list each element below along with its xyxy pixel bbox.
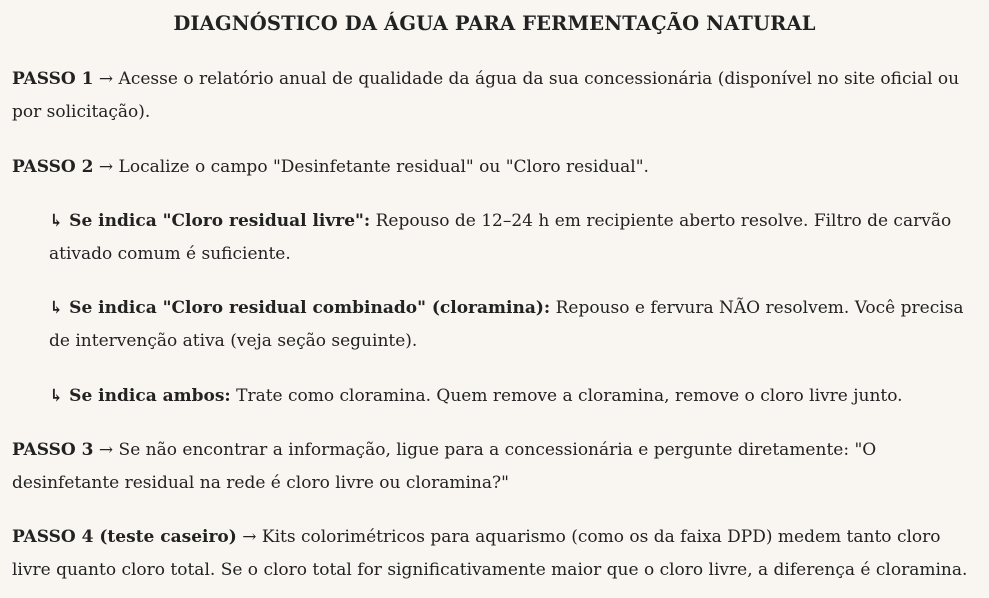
sub-case-free-chlorine <box>49 205 981 271</box>
step-3-label: PASSO 3 <box>12 440 94 460</box>
step-1 <box>12 63 980 129</box>
step-3-arrow: → <box>98 440 114 460</box>
step-4-text: Kits colorimétricos para aquarismo (como os da faixa DPD) medem tanto cloro livre quanto cloro total. Se o cloro total for significativamente maior que o cloro livre, a diferença é cloramina. <box>12 527 968 580</box>
step-3 <box>12 434 980 500</box>
step-1-arrow: → <box>98 69 114 89</box>
sub-case-both <box>49 380 981 413</box>
step-1-text: Acesse o relatório anual de qualidade da água da sua concessionária (disponível no site oficial ou por solicitação). <box>12 69 960 122</box>
document-title: DIAGNÓSTICO DA ÁGUA PARA FERMENTAÇÃO NATURAL <box>173 12 816 35</box>
step-1-label: PASSO 1 <box>12 69 94 89</box>
sub-case-free-chlorine-lead: ↳ Se indica "Cloro residual livre": <box>49 211 371 231</box>
step-4-label: PASSO 4 (teste caseiro) <box>12 527 237 547</box>
sub-case-chloramine-text: Repouso e fervura NÃO resolvem. Você precisa de intervenção ativa (veja seção seguinte). <box>49 298 964 351</box>
step-2-arrow: → <box>98 157 114 177</box>
sub-case-chloramine-lead: ↳ Se indica "Cloro residual combinado" (cloramina): <box>49 298 551 318</box>
step-4 <box>12 521 980 587</box>
step-3-text: Se não encontrar a informação, ligue para a concessionária e pergunte diretamente: "O desinfetante residual na rede é cloro livre ou cloramina?" <box>12 440 877 493</box>
sub-case-both-lead: ↳ Se indica ambos: <box>49 386 231 406</box>
sub-case-chloramine <box>49 292 981 358</box>
step-2 <box>12 151 980 184</box>
sub-case-both-text: Trate como cloramina. Quem remove a cloramina, remove o cloro livre junto. <box>236 386 903 406</box>
step-4-arrow: → <box>242 527 257 547</box>
step-2-text: Localize o campo "Desinfetante residual" ou "Cloro residual". <box>118 157 649 177</box>
step-2-label: PASSO 2 <box>12 157 94 177</box>
sub-case-free-chlorine-text: Repouso de 12–24 h em recipiente aberto resolve. Filtro de carvão ativado comum é suficiente. <box>49 211 952 264</box>
